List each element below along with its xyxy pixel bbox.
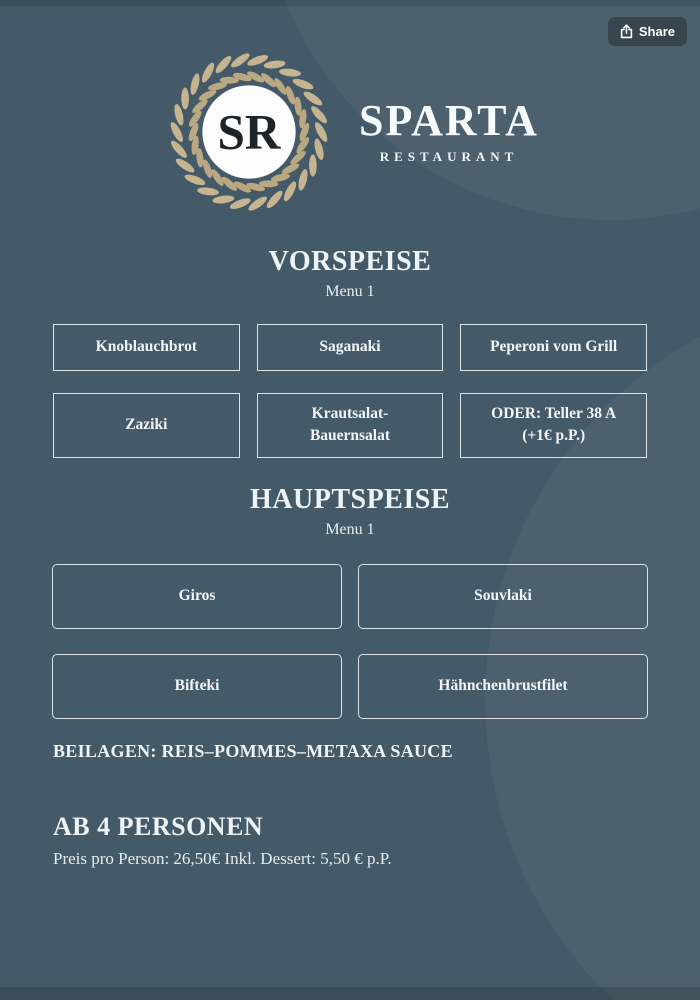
brand-text-block <box>359 96 539 165</box>
menu-option-knoblauchbrot[interactable]: Knoblauchbrot <box>53 324 240 371</box>
vorspeise-header <box>0 246 700 301</box>
beilagen-note: BEILAGEN: REIS–POMMES–METAXA SAUCE <box>53 740 453 761</box>
menu-option-peperoni[interactable]: Peperoni vom Grill <box>460 324 647 371</box>
brand-name: SPARTA <box>359 96 539 145</box>
vorspeise-options <box>53 324 647 458</box>
hauptspeise-options <box>52 564 648 719</box>
menu-option-teller-38a[interactable]: ODER: Teller 38 A (+1€ p.P.) <box>460 393 647 458</box>
hauptspeise-menu-label: Menu 1 <box>325 520 375 538</box>
bottom-edge-strip <box>0 987 700 1000</box>
restaurant-logo <box>0 0 700 220</box>
share-button-label: Share <box>638 24 675 39</box>
menu-option-souvlaki[interactable]: Souvlaki <box>358 564 648 629</box>
menu-option-zaziki[interactable]: Zaziki <box>53 393 240 458</box>
menu-option-giros[interactable]: Giros <box>52 564 342 629</box>
brand-tagline: RESTAURANT <box>379 149 519 164</box>
menu-option-haehnchenbrustfilet[interactable]: Hähnchenbrustfilet <box>358 654 648 719</box>
share-upload-icon <box>620 24 633 39</box>
hauptspeise-header <box>0 484 700 539</box>
laurel-wreath-icon <box>161 44 337 220</box>
share-button[interactable] <box>608 17 687 46</box>
pricing-block <box>53 812 647 869</box>
pricing-detail: Preis pro Person: 26,50€ Inkl. Dessert: 5,50 € p.P. <box>53 848 392 868</box>
pricing-heading: AB 4 PERSONEN <box>53 811 264 841</box>
vorspeise-menu-label: Menu 1 <box>325 283 375 300</box>
hauptspeise-title: HAUPTSPEISE <box>250 483 450 515</box>
menu-option-saganaki[interactable]: Saganaki <box>257 324 444 371</box>
menu-option-krautsalat[interactable]: Krautsalat-Bauernsalat <box>257 393 444 458</box>
vorspeise-title: VORSPEISE <box>268 246 432 277</box>
logo-monogram: SR <box>217 104 281 160</box>
top-edge-strip <box>0 0 700 6</box>
menu-option-bifteki[interactable]: Bifteki <box>52 654 342 719</box>
